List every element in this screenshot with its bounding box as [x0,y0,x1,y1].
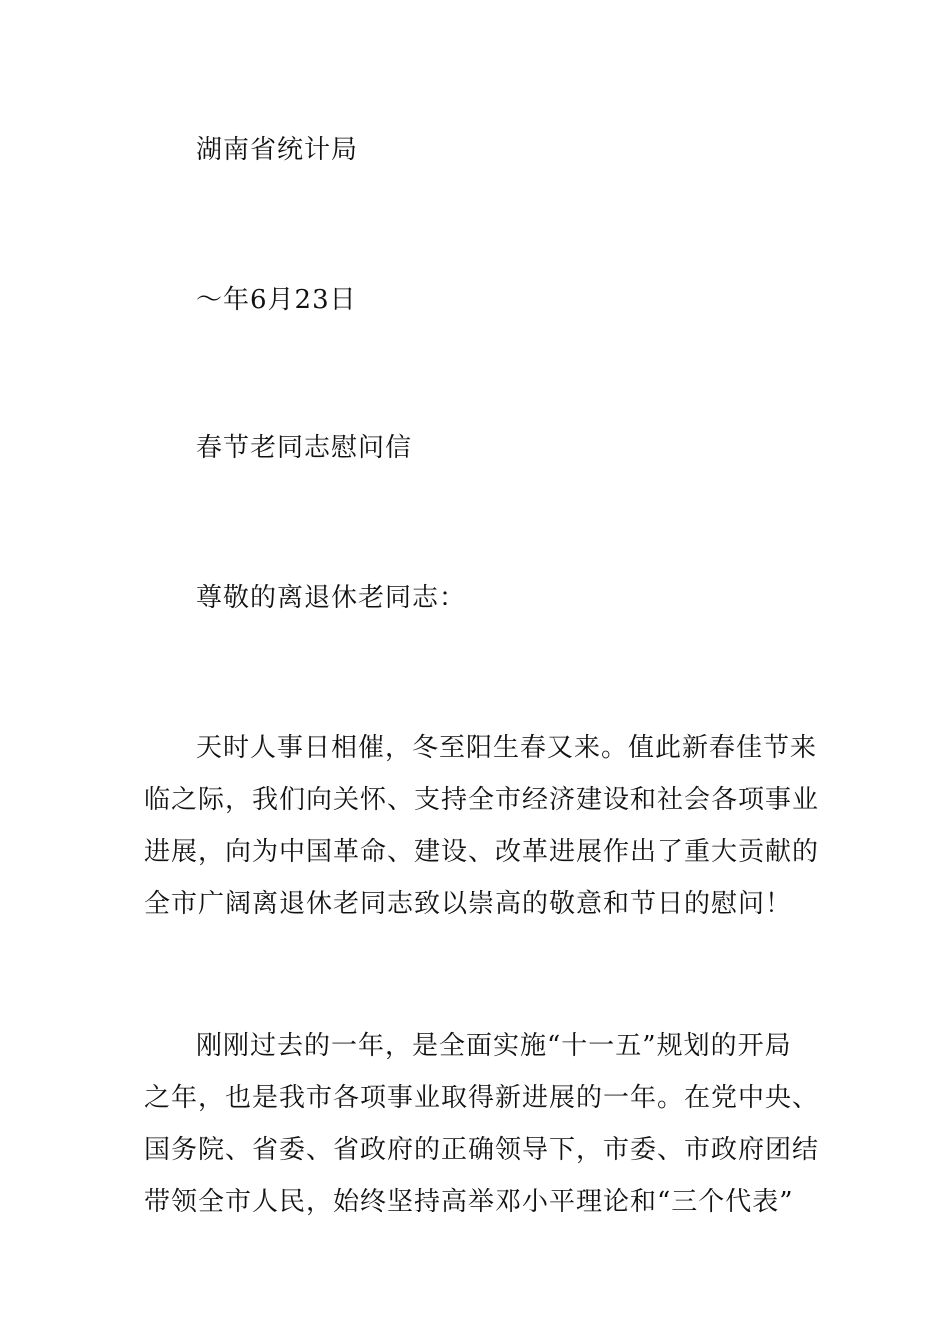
paragraph-1 [144,722,820,930]
issuer-name: 湖南省统计局 [196,135,359,165]
paragraph-2-line: 带领全市人民，始终坚持高举邓小平理论和“三个代表” [144,1187,794,1217]
paragraph-1-line: 全市广阔离退休老同志致以崇高的敬意和节日的慰问！ [144,889,793,919]
paragraph-1-line: 临之际，我们向关怀、支持全市经济建设和社会各项事业 [144,785,820,815]
letter-title: 春节老同志慰问信 [196,433,413,463]
paragraph-2-line: 之年，也是我市各项事业取得新进展的一年。在党中央、 [144,1083,820,1113]
paragraph-2 [144,1020,820,1228]
paragraph-1-line: 进展，向为中国革命、建设、改革进展作出了重大贡献的 [144,837,820,867]
paragraph-1-line: 天时人事日相催，冬至阳生春又来。值此新春佳节来 [196,733,818,763]
paragraph-2-line: 刚刚过去的一年，是全面实施“十一五”规划的开局 [196,1031,792,1061]
salutation: 尊敬的离退休老同志： [196,583,467,613]
issue-date: ～年6月23日 [196,285,357,315]
paragraph-2-line: 国务院、省委、省政府的正确领导下，市委、市政府团结 [144,1135,820,1165]
